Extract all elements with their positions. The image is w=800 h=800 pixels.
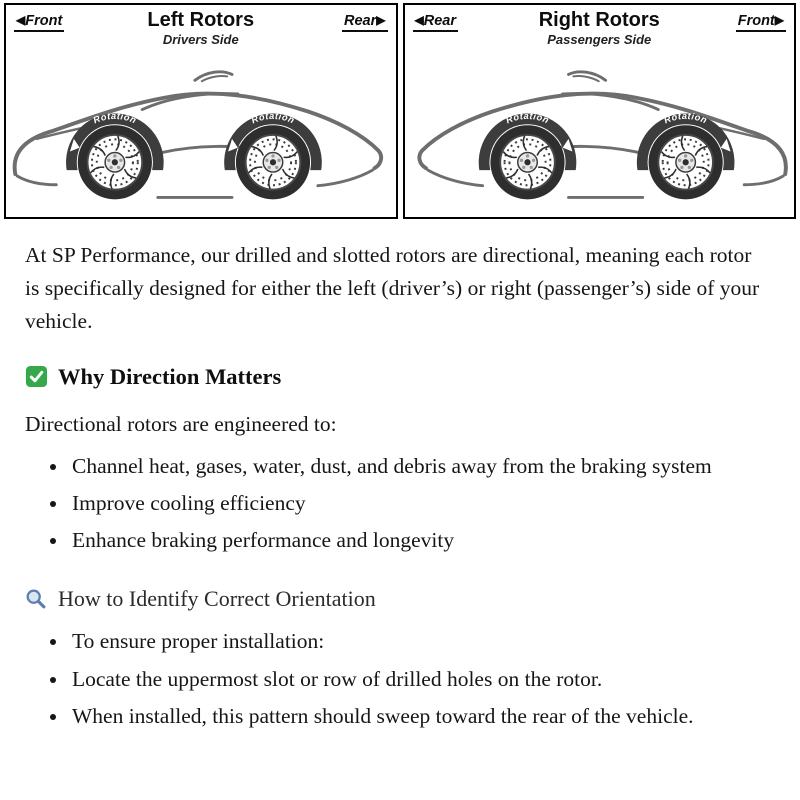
- list-item: • When installed, this pattern should sweep toward the rear of the vehicle.: [69, 700, 770, 732]
- right-panel-header: [405, 5, 795, 51]
- car-body: [419, 72, 786, 200]
- panel-title: Right Rotors: [538, 9, 660, 31]
- rear-direction-label: ◀Rear: [413, 13, 458, 32]
- panel-subtitle: Drivers Side: [162, 31, 239, 47]
- section-heading-text: Why Direction Matters: [58, 363, 282, 389]
- magnifier-icon: [25, 588, 47, 610]
- right-rotors-panel: [403, 3, 797, 219]
- content: [0, 219, 800, 732]
- car-body: [15, 72, 382, 200]
- rotation-label: Rotation: [503, 110, 551, 126]
- rear-direction-label: Rear▶: [342, 13, 387, 32]
- arrow-left-icon: [415, 13, 424, 27]
- rotation-label: Rotation: [91, 110, 139, 126]
- check-icon: [25, 365, 48, 388]
- left-rotors-panel: [4, 3, 398, 219]
- panel-title: Left Rotors: [147, 9, 255, 31]
- why-direction-list: [25, 450, 770, 557]
- front-direction-label: Front▶: [736, 13, 786, 32]
- left-panel-header: [6, 5, 396, 51]
- list-item: • Locate the uppermost slot or row of drilled holes on the rotor.: [69, 663, 770, 695]
- left-car-illustration: [6, 51, 396, 215]
- list-item: • Enhance braking performance and longevity: [69, 524, 770, 556]
- intro-paragraph: At SP Performance, our drilled and slotted rotors are directional, meaning each rotor is specifically designed for either the left (driver’s) or right (passenger’s) side of your vehicle.: [25, 243, 760, 333]
- panel-subtitle: Passengers Side: [547, 31, 652, 47]
- front-direction-label: ◀Front: [14, 13, 64, 32]
- list-item: • Improve cooling efficiency: [69, 487, 770, 519]
- orientation-list: [25, 625, 770, 732]
- arrow-right-icon: [775, 13, 784, 27]
- section-heading-text: How to Identify Correct Orientation: [58, 586, 376, 612]
- arrow-right-icon: [376, 13, 385, 27]
- rotor-direction-diagram: [0, 0, 800, 219]
- section-heading-why-direction: [25, 364, 770, 390]
- section-heading-orientation: [25, 586, 770, 612]
- rotation-label: Rotation: [662, 110, 709, 126]
- list-item: • Channel heat, gases, water, dust, and debris away from the braking system: [69, 450, 770, 482]
- right-car-illustration: [405, 51, 795, 215]
- engineered-lead: Directional rotors are engineered to:: [25, 411, 337, 436]
- list-item: • To ensure proper installation:: [69, 625, 770, 657]
- rotation-label: Rotation: [249, 110, 297, 126]
- arrow-left-icon: [16, 13, 25, 27]
